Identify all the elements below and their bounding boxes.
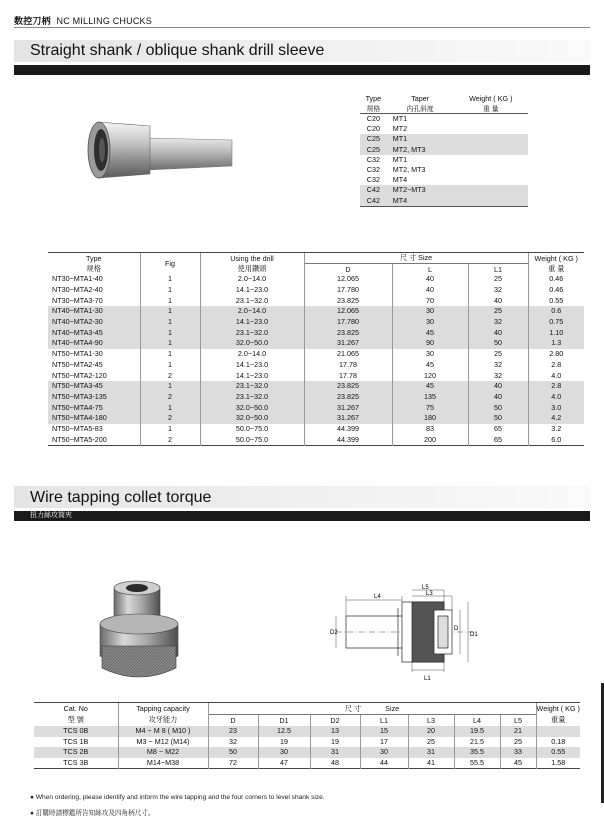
cell: MT2 (392, 124, 408, 134)
table-row (48, 360, 584, 371)
table-cell: 44.399 (304, 424, 392, 435)
table-cell: TCS 3B (63, 757, 89, 767)
table-cell: NT30~MTA3-70 (52, 295, 103, 305)
table-cell: 12.065 (304, 306, 392, 317)
table-cell: 0.46 (528, 285, 584, 296)
tap-h-cap: Tapping capacity (118, 703, 208, 715)
table-row (48, 413, 584, 424)
table-cell: NT50~MTA5-200 (52, 434, 107, 444)
tapping-collet-table (34, 702, 580, 769)
table-cell: NT50~MTA3-135 (48, 392, 140, 403)
table-row (48, 434, 584, 445)
table-cell: 14.1~23.0 (200, 285, 304, 296)
table-cell: 33 (500, 747, 536, 758)
table-cell: 32.0~50.0 (200, 402, 304, 413)
table-row (360, 165, 528, 175)
table-cell (536, 726, 580, 737)
tap-h-col: L5 (500, 715, 536, 727)
table-cell: 32 (208, 737, 258, 748)
table-cell: 17 (360, 737, 408, 748)
table-cell: 31.267 (304, 413, 392, 424)
table-cell: 17.780 (304, 317, 392, 328)
table-cell: 31.267 (304, 402, 392, 413)
cell: MT4 (387, 196, 454, 207)
table-row (360, 175, 528, 185)
cell: C42 (360, 185, 387, 195)
table-row (48, 402, 584, 413)
page-header (14, 14, 152, 27)
taper-sh-taper: 内孔斜度 (387, 103, 454, 114)
main-h-type-cn: 规格 (86, 263, 101, 273)
table-cell: 2.0~14.0 (200, 349, 304, 360)
table-row (48, 327, 584, 338)
cell: C32 (366, 154, 380, 164)
table-cell: 83 (392, 424, 468, 435)
table-cell: 1 (140, 402, 200, 413)
table-cell: 0.46 (528, 274, 584, 285)
dim-label-l1: L1 (424, 676, 431, 682)
table-cell: 1 (140, 360, 200, 371)
cell (454, 155, 528, 165)
table-cell: 41 (408, 758, 454, 769)
main-h-fig: Fig (140, 253, 200, 275)
drill-sleeve-table (48, 252, 584, 446)
table-cell: 32 (468, 370, 528, 381)
section1-title: Straight shank / oblique shank drill sleeve (30, 42, 325, 59)
table-cell: 31 (408, 747, 454, 758)
main-h-l1: L1 (468, 264, 528, 275)
cell (454, 175, 528, 185)
cell: MT2~MT3 (387, 185, 454, 195)
note-cn: ● 訂購時請標鑑所告知絲攻及四角柄尺寸。 (30, 810, 155, 817)
tap-h-col: L1 (360, 715, 408, 727)
table-cell: 19 (310, 737, 360, 748)
table-cell: NT50~MTA3-45 (48, 381, 140, 392)
table-cell: 65 (468, 434, 528, 445)
table-cell: 23.1~32.0 (200, 392, 304, 403)
section1-bar (14, 65, 590, 75)
cell: C20 (366, 124, 380, 134)
table-cell: 1.3 (528, 338, 584, 349)
table-row (34, 737, 580, 748)
table-cell: 45 (392, 360, 468, 371)
table-cell: 23.1~32.0 (200, 295, 304, 306)
table-cell: 40 (392, 274, 468, 285)
cell: C42 (360, 196, 387, 207)
table-cell: 50 (208, 747, 258, 758)
cell: C25 (360, 145, 387, 155)
table-cell: 1 (140, 306, 200, 317)
main-h-l: L (392, 264, 468, 275)
table-cell: 13 (310, 726, 360, 737)
table-cell: 2 (140, 413, 200, 424)
table-cell: 0.75 (528, 317, 584, 328)
main-h-weight-cn: 重 量 (528, 264, 584, 275)
cell (454, 196, 528, 207)
table-cell: 32.0~50.0 (200, 338, 304, 349)
table-cell: 19.5 (454, 726, 500, 737)
table-cell: 47 (258, 758, 310, 769)
table-cell: 23.825 (304, 295, 392, 306)
table-cell: 45 (500, 758, 536, 769)
table-cell: 23.1~32.0 (200, 381, 304, 392)
table-cell: 23.825 (304, 381, 392, 392)
table-row (48, 381, 584, 392)
table-row (360, 155, 528, 165)
tap-h-weight: Weight ( KG ) (536, 704, 580, 714)
table-cell: 1.10 (528, 327, 584, 338)
cell: MT1 (392, 154, 408, 164)
table-cell: 25 (468, 306, 528, 317)
table-cell: 44 (360, 758, 408, 769)
table-cell: 45 (392, 327, 468, 338)
table-row (48, 392, 584, 403)
main-h-weight: Weight ( KG ) (528, 253, 584, 264)
dim-label-d: D (454, 626, 459, 632)
table-cell: NT30~MTA2-40 (52, 285, 103, 295)
table-cell: 50 (468, 338, 528, 349)
table-cell: 25 (408, 737, 454, 748)
table-cell: 50.0~75.0 (200, 424, 304, 435)
table-cell: 6.0 (528, 434, 584, 445)
cell (454, 134, 528, 144)
taper-h-taper: Taper (411, 93, 430, 103)
tap-h-col: L3 (408, 715, 454, 727)
dim-label-l4: L4 (374, 594, 381, 600)
table-row (48, 285, 584, 296)
table-cell: 2.8 (528, 381, 584, 392)
table-cell: NT50~MTA1-30 (52, 349, 103, 359)
table-cell: 17.78 (304, 360, 392, 371)
table-cell: 2 (140, 392, 200, 403)
tap-h-col: L4 (454, 715, 500, 727)
table-cell: 2.8 (528, 360, 584, 371)
table-cell: 0.55 (536, 747, 580, 758)
cell: C32 (366, 165, 380, 175)
table-cell: 65 (468, 424, 528, 435)
table-cell: NT40~MTA1-30 (48, 306, 140, 317)
table-cell: 21.5 (454, 737, 500, 748)
table-cell: 40 (468, 392, 528, 403)
table-cell: 14.1~23.0 (200, 360, 304, 371)
table-row (34, 726, 580, 737)
table-cell: TCS 0B (34, 726, 118, 737)
table-cell: 32 (468, 285, 528, 296)
table-cell: 1.58 (536, 758, 580, 769)
tap-h-col: D1 (258, 715, 310, 727)
table-row (34, 747, 580, 758)
cell: MT1 (392, 114, 408, 124)
table-cell: 1 (140, 274, 200, 285)
cell: MT1 (387, 134, 454, 144)
section2-title: Wire tapping collet torque (30, 489, 212, 506)
table-cell: 3.0 (528, 402, 584, 413)
table-cell: NT50~MTA4-75 (48, 402, 140, 413)
tap-h-size (208, 703, 536, 715)
table-cell: 32.0~50.0 (200, 413, 304, 424)
table-cell: NT40~MTA3-45 (48, 327, 140, 338)
table-cell: 25 (468, 274, 528, 285)
table-cell: 2 (140, 434, 200, 445)
table-row (48, 306, 584, 317)
table-cell: 135 (392, 392, 468, 403)
table-cell: 2.80 (528, 349, 584, 360)
cell: MT2, MT3 (392, 165, 426, 175)
tap-h-cat-cn: 型 號 (67, 715, 84, 725)
table-row (360, 196, 528, 207)
table-cell: 32 (468, 360, 528, 371)
table-cell: 70 (392, 295, 468, 306)
table-cell: 44.399 (304, 434, 392, 445)
cell (454, 124, 528, 134)
tap-h-col: D (208, 715, 258, 727)
tap-h-size-en: Size (385, 703, 400, 713)
table-cell: 32 (468, 317, 528, 328)
table-cell: 1 (140, 424, 200, 435)
table-cell: 4.2 (528, 413, 584, 424)
dim-label-l3: L3 (426, 591, 433, 597)
table-cell: 0.55 (528, 295, 584, 306)
table-cell: 30 (392, 317, 468, 328)
table-row (360, 185, 528, 195)
table-cell: 120 (392, 370, 468, 381)
tapping-collet-image (94, 574, 194, 686)
table-cell: NT30~MTA1-40 (52, 274, 103, 284)
table-cell: 200 (392, 434, 468, 445)
cell: MT2, MT3 (387, 145, 454, 155)
table-row (34, 758, 580, 769)
table-cell: 0.6 (528, 306, 584, 317)
table-row (48, 295, 584, 306)
table-cell: 25 (468, 349, 528, 360)
table-cell: 40 (392, 285, 468, 296)
table-row (48, 338, 584, 349)
table-cell: 31.267 (304, 338, 392, 349)
table-cell: 30 (392, 349, 468, 360)
table-row (48, 317, 584, 328)
table-cell: 0.18 (536, 737, 580, 748)
table-cell: 4.0 (528, 370, 584, 381)
main-h-type: Type (48, 253, 140, 264)
table-cell: 40 (468, 327, 528, 338)
cell: MT4 (392, 175, 408, 185)
table-cell: NT50~MTA4-180 (48, 413, 140, 424)
tap-h-weight-cn: 重量 (536, 715, 580, 727)
table-cell: 55.5 (454, 758, 500, 769)
table-cell: 23 (208, 726, 258, 737)
table-row (48, 274, 584, 285)
cell (454, 185, 528, 195)
taper-sh-type: 规格 (360, 103, 387, 114)
table-cell: 12.5 (258, 726, 310, 737)
table-cell: 23.1~32.0 (200, 327, 304, 338)
header-cn: 数控刀柄 (14, 16, 51, 26)
table-cell: 1 (140, 295, 200, 306)
dim-label-d1: D1 (470, 632, 478, 638)
table-cell: 90 (392, 338, 468, 349)
drill-sleeve-image (84, 116, 236, 182)
cell (454, 145, 528, 155)
table-cell: M8 ~ M22 (118, 747, 208, 758)
table-cell: M14~M38 (118, 758, 208, 769)
cell (454, 165, 528, 175)
table-cell: 1 (140, 338, 200, 349)
table-cell: NT50~MTA5-83 (52, 423, 103, 433)
dim-label-d2: D2 (330, 630, 338, 636)
table-cell: 17.780 (304, 285, 392, 296)
tap-h-cat: Cat. No (34, 703, 118, 715)
table-cell: 12.065 (304, 274, 392, 285)
table-cell: 30 (392, 306, 468, 317)
taper-table (360, 93, 528, 207)
table-cell: 72 (208, 758, 258, 769)
table-cell: 30 (258, 747, 310, 758)
table-cell: 3.2 (528, 424, 584, 435)
table-cell: M4 ~ M 8 ( M10 ) (118, 726, 208, 737)
table-cell: 21 (500, 726, 536, 737)
cell: C32 (366, 175, 380, 185)
table-cell: 14.1~23.0 (200, 317, 304, 328)
table-cell: 31 (310, 747, 360, 758)
collet-dimension-drawing (330, 584, 480, 692)
table-cell: 50 (468, 402, 528, 413)
table-row (360, 114, 528, 125)
table-row (360, 134, 528, 144)
table-cell: NT50~MTA2-45 (52, 359, 103, 369)
main-h-drill-cn: 使用鑽頭 (200, 264, 304, 275)
table-cell: 15 (360, 726, 408, 737)
main-h-drill: Using the drill (200, 253, 304, 264)
table-row (48, 424, 584, 435)
table-cell: TCS 2B (34, 747, 118, 758)
table-cell: 40 (468, 295, 528, 306)
table-cell: 1 (140, 285, 200, 296)
table-cell: 50.0~75.0 (200, 434, 304, 445)
table-cell: 2 (140, 370, 200, 381)
tap-h-col: D2 (310, 715, 360, 727)
table-row (360, 124, 528, 134)
main-h-size: 尺 寸 Size (304, 253, 528, 264)
table-cell: 30 (360, 747, 408, 758)
tap-h-cap-cn: 攻牙能力 (118, 715, 208, 727)
table-cell: 48 (310, 758, 360, 769)
taper-sh-weight: 重 量 (454, 103, 528, 114)
taper-h-weight: Weight ( KG ) (469, 93, 513, 103)
table-row (48, 349, 584, 360)
table-cell: 35.5 (454, 747, 500, 758)
table-cell: 17.78 (304, 370, 392, 381)
table-cell: 4.0 (528, 392, 584, 403)
header-en: NC MILLING CHUCKS (56, 16, 152, 26)
taper-h-type: Type (365, 93, 382, 103)
note-en: ● When ordering, please identify and inform the wire tapping and the four corners to level shank size. (30, 794, 325, 801)
table-row (360, 145, 528, 155)
table-cell: 14.1~23.0 (200, 370, 304, 381)
table-cell: 25 (500, 737, 536, 748)
table-cell: 75 (392, 402, 468, 413)
table-row (48, 370, 584, 381)
table-cell: 40 (468, 381, 528, 392)
table-cell: 1 (140, 349, 200, 360)
cell: C20 (366, 114, 380, 124)
table-cell: M3 ~ M12 (M14) (118, 737, 208, 748)
table-cell: 1 (140, 381, 200, 392)
table-cell: 23.825 (304, 392, 392, 403)
table-cell: 2.0~14.0 (200, 306, 304, 317)
section2-subtitle: 扭力絲攻筒夾 (14, 511, 590, 521)
main-h-d: D (304, 264, 392, 275)
table-cell: 50 (468, 413, 528, 424)
tap-h-size-cn: 尺 寸 (344, 703, 362, 713)
dim-label-l5: L5 (422, 585, 429, 591)
table-cell: 20 (408, 726, 454, 737)
cell: C25 (360, 134, 387, 144)
table-cell: NT50~MTA2-120 (52, 370, 107, 380)
table-cell: 23.825 (304, 327, 392, 338)
table-cell: TCS 1B (63, 736, 89, 746)
cell (454, 114, 528, 125)
table-cell: 2.0~14.0 (200, 274, 304, 285)
table-cell: 180 (392, 413, 468, 424)
header-divider (14, 27, 590, 28)
table-cell: 1 (140, 317, 200, 328)
table-cell: 21.065 (304, 349, 392, 360)
table-cell: NT40~MTA4-90 (48, 338, 140, 349)
table-cell: 45 (392, 381, 468, 392)
table-cell: 19 (258, 737, 310, 748)
table-cell: 1 (140, 327, 200, 338)
table-cell: NT40~MTA2-30 (48, 317, 140, 328)
